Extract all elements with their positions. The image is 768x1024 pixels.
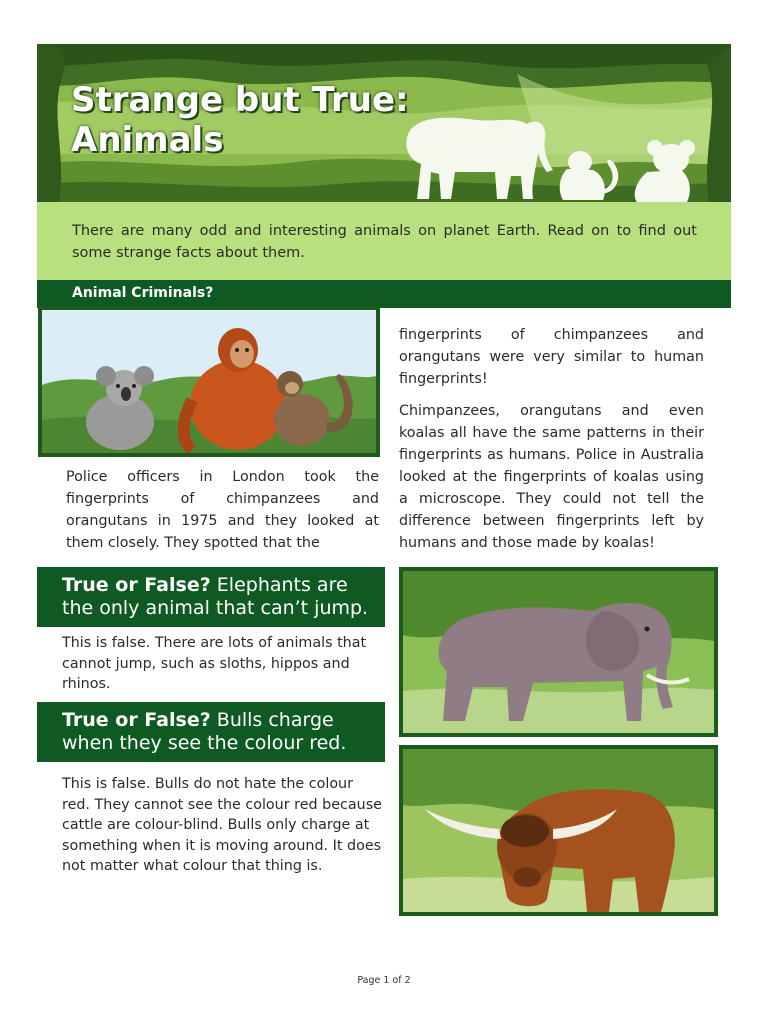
fact-question-box [37,702,385,762]
paragraph-left-column: Police officers in London took the fingerprints of chimpanzees and orangutans in 1975 and they looked at them closely. They spotted that the [66,469,379,551]
paragraph-right-column-1: fingerprints of chimpanzees and orangutans were very similar to human fingerprints! [399,327,704,387]
page-number: Page 1 of 2 [357,975,411,986]
paragraph-right-column-2: Chimpanzees, orangutans and even koalas all have the same patterns in their fingerprints as humans. Police in Australia looked at the fingerprints of koalas using a microscope. They could not tell the difference between fingerprints left by humans and those made by koalas! [399,403,704,551]
bull-illustration [399,745,718,916]
intro-text: There are many odd and interesting animals on planet Earth. Read on to find out some strange facts about them. [72,223,697,261]
header-banner [37,44,731,202]
fact-question-prefix: True or False? [62,709,211,731]
fact-question-box [37,567,385,627]
fact-question-text: Bulls charge when they see the colour red. [62,709,347,754]
intro-panel [37,202,731,280]
section-heading: Animal Criminals? [72,285,214,301]
koala-orangutan-chimpanzee-illustration [38,306,380,457]
page-title-line-2: Animals [71,120,224,160]
fact-answer: This is false. There are lots of animals that cannot jump, such as sloths, hippos and rhinos. [62,635,367,693]
fact-question-text: Elephants are the only animal that can’t jump. [62,574,369,619]
page-title-line-1: Strange but True: [71,80,409,120]
elephant-illustration [399,567,718,737]
page-title [71,80,409,160]
fact-question-prefix: True or False? [62,574,211,596]
section-heading-bar [37,280,731,308]
fact-answer: This is false. Bulls do not hate the colour red. They cannot see the colour red because cattle are colour-blind. Bulls only charge at something when it is moving around. It does not matter what colour that thing is. [62,776,382,875]
